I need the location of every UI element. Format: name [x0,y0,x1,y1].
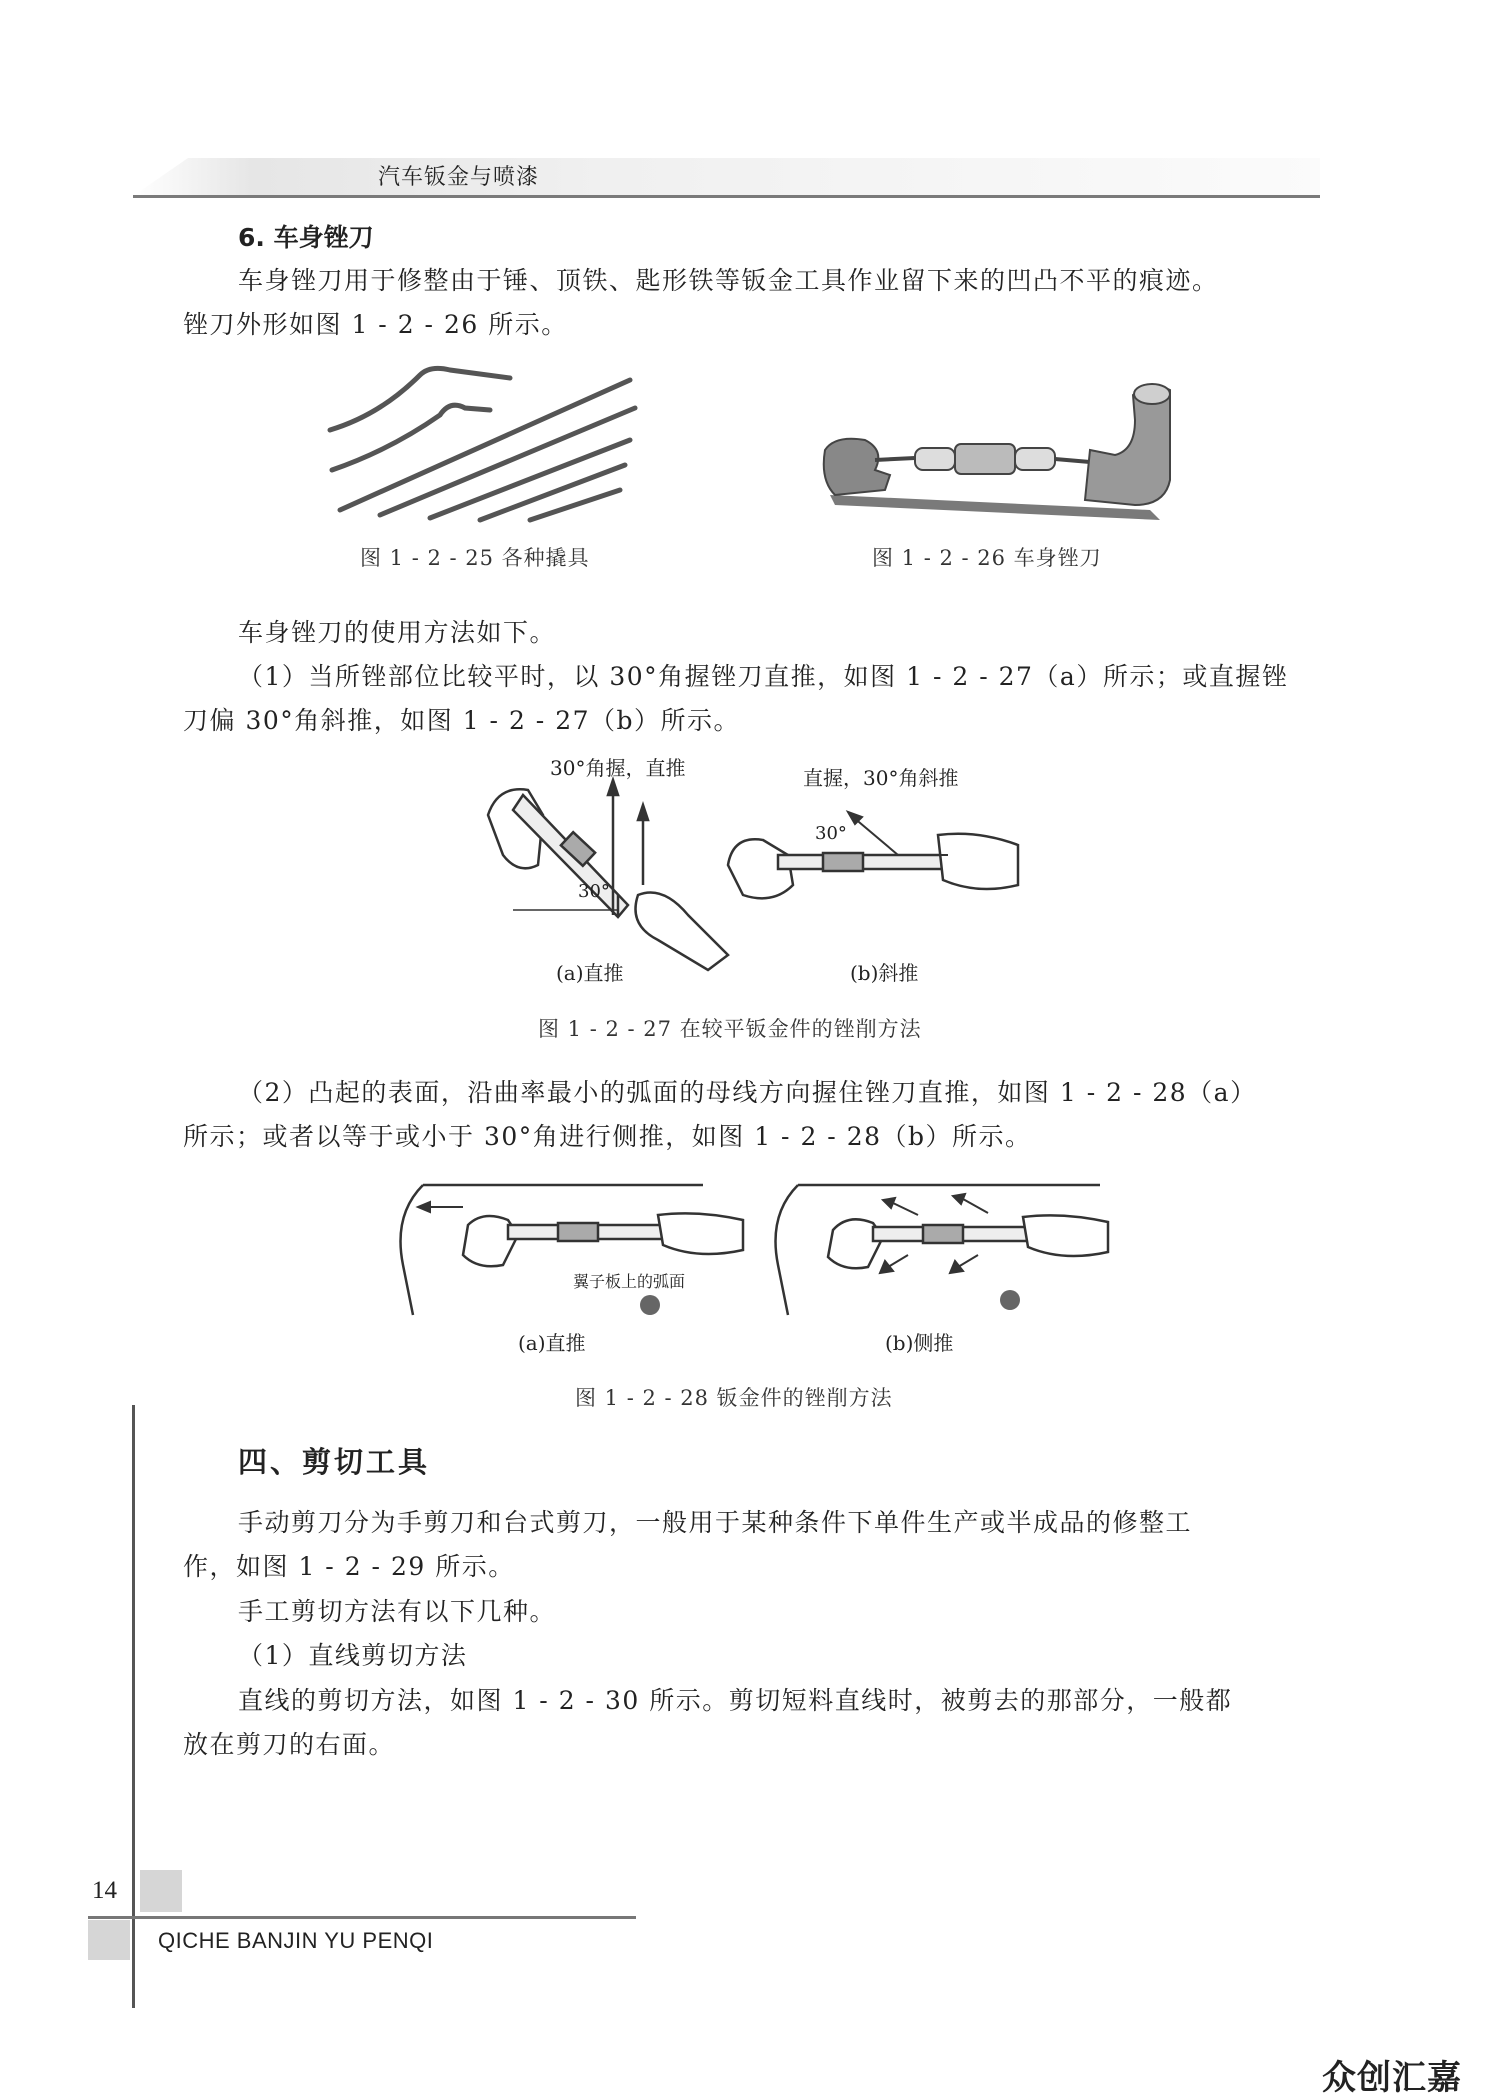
section-4-para4-line2: 放在剪刀的右面。 [183,1730,396,1759]
figure-27-caption: 图 1 - 2 - 27 在较平钣金件的锉削方法 [538,1017,922,1041]
fig27-label-a-angle: 30° [578,881,610,902]
section-6-heading: 6. 车身锉刀 [238,223,374,252]
book-pinyin-title: QICHE BANJIN YU PENQI [158,1928,434,1953]
usage-item1-line2: 刀偏 30°角斜推，如图 1 - 2 - 27（b）所示。 [183,706,741,735]
book-title: 汽车钣金与喷漆 [378,165,540,190]
fig28-sub-b: (b)侧推 [885,1331,954,1355]
figure-25-caption: 图 1 - 2 - 25 各种撬具 [360,546,590,570]
figure-26-caption: 图 1 - 2 - 26 车身锉刀 [872,546,1102,570]
fig28-sub-a: (a)直推 [518,1331,586,1355]
fig27-label-a-top: 30°角握，直推 [550,756,686,780]
footer-gray-box-lower [88,1920,130,1960]
header-band [133,158,1320,196]
section-4-para4-line1: 直线的剪切方法，如图 1 - 2 - 30 所示。剪切短料直线时，被剪去的那部分，一般都 [238,1686,1233,1715]
page-number: 14 [92,1877,117,1904]
fig28-label-a: 翼子板上的弧面 [573,1272,686,1291]
fig27-label-b-angle: 30° [815,823,847,844]
section-4-para2: 手工剪切方法有以下几种。 [238,1597,557,1626]
section-6-para-line1: 车身锉刀用于修整由于锤、顶铁、匙形铁等钣金工具作业留下来的凹凸不平的痕迹。 [238,266,1219,295]
figure-flat-filing [478,755,1023,990]
figure-curved-filing [388,1175,1113,1360]
section-4-para1-line1: 手动剪刀分为手剪刀和台式剪刀，一般用于某种条件下单件生产或半成品的修整工 [238,1508,1193,1537]
section-4-para3: （1）直线剪切方法 [238,1641,468,1670]
footer-gray-box [140,1870,182,1912]
usage-intro: 车身锉刀的使用方法如下。 [238,618,557,647]
footer-rule [88,1916,636,1919]
fig27-label-b-top: 直握，30°角斜推 [803,766,959,790]
usage-item2-line2: 所示；或者以等于或小于 30°角进行侧推，如图 1 - 2 - 28（b）所示。 [183,1122,1032,1151]
fig27-sub-a: (a)直推 [556,961,624,985]
figure-28-caption: 图 1 - 2 - 28 钣金件的锉削方法 [575,1386,893,1410]
figure-pry-bars [320,360,650,525]
fig27-sub-b: (b)斜推 [850,961,919,985]
usage-item2-line1: （2）凸起的表面，沿曲率最小的弧面的母线方向握住锉刀直推，如图 1 - 2 - 28（a） [238,1078,1257,1107]
usage-item1-line1: （1）当所锉部位比较平时，以 30°角握锉刀直推，如图 1 - 2 - 27（a）所示；或直握锉 [238,662,1289,691]
section-6-para-line2: 锉刀外形如图 1 - 2 - 26 所示。 [183,310,568,339]
figure-body-file [815,380,1190,525]
section-4-para1-line2: 作，如图 1 - 2 - 29 所示。 [183,1552,515,1581]
header-rule [133,195,1320,198]
section-4-heading: 四、剪切工具 [238,1445,431,1479]
watermark-text: 众创汇嘉 [1322,2058,1462,2098]
